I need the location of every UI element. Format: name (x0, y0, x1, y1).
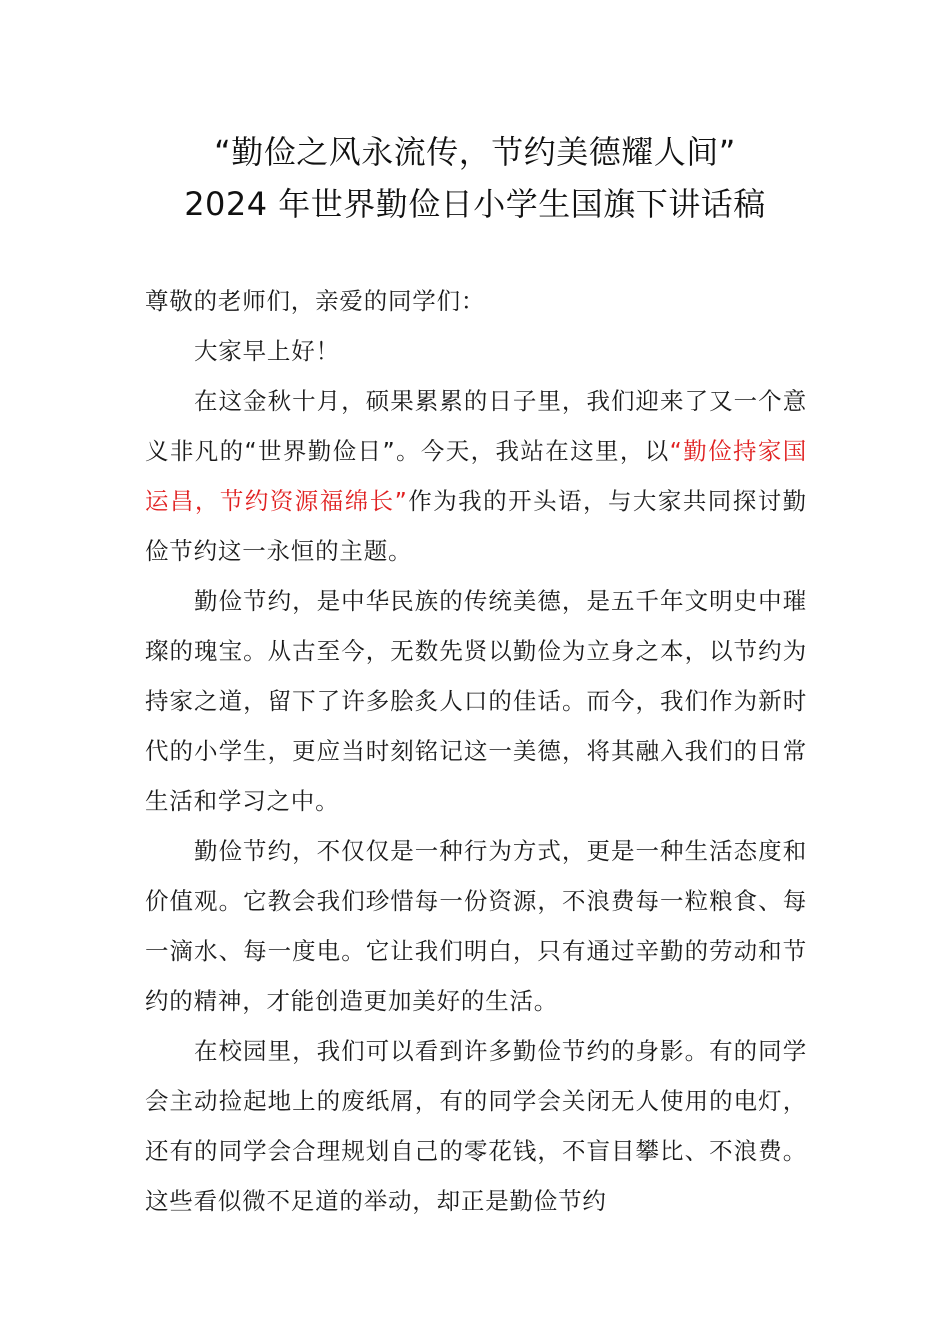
paragraph-3: 勤俭节约，不仅仅是一种行为方式，更是一种生活态度和价值观。它教会我们珍惜每一份资源，不浪费每一粒粮食、每一滴水、每一度电。它让我们明白，只有通过辛勤的劳动和节约的精神，才能创造更加美好的生活。 (145, 837, 807, 1015)
paragraph-1 (145, 376, 807, 576)
salutation: 大家早上好！ (194, 337, 340, 365)
paragraph-2: 勤俭节约，是中华民族的传统美德，是五千年文明史中璀璨的瑰宝。从古至今，无数先贤以勤俭为立身之本，以节约为持家之道，留下了许多脍炙人口的佳话。而今，我们作为新时代的小学生，更应当时刻铭记这一美德，将其融入我们的日常生活和学习之中。 (145, 587, 807, 815)
paragraph-4: 在校园里，我们可以看到许多勤俭节约的身影。有的同学会主动捡起地上的废纸屑，有的同学会关闭无人使用的电灯，还有的同学会合理规划自己的零花钱，不盲目攀比、不浪费。这些看似微不足道的举动，却正是勤俭节约 (145, 1037, 807, 1215)
paragraph-1-text-a: 在这金秋十月，硕果累累的日子里，我们迎来了又一个意义非凡的“世界勤俭日”。今天，我站在这里，以 (145, 387, 807, 465)
document-body (145, 276, 807, 1226)
highlighted-quote: “勤俭持家国运昌，节约资源福绵长” (145, 437, 807, 515)
title-line-2: 2024 年世界勤俭日小学生国旗下讲话稿 (184, 185, 766, 223)
paragraph-1-text-b: 作为我的开头语，与大家共同探讨勤俭节约这一永恒的主题。 (145, 487, 807, 565)
title-block (0, 126, 950, 230)
greeting: 尊敬的老师们，亲爱的同学们： (145, 287, 486, 315)
title-line-1: “勤俭之风永流传，节约美德耀人间” (214, 133, 736, 171)
